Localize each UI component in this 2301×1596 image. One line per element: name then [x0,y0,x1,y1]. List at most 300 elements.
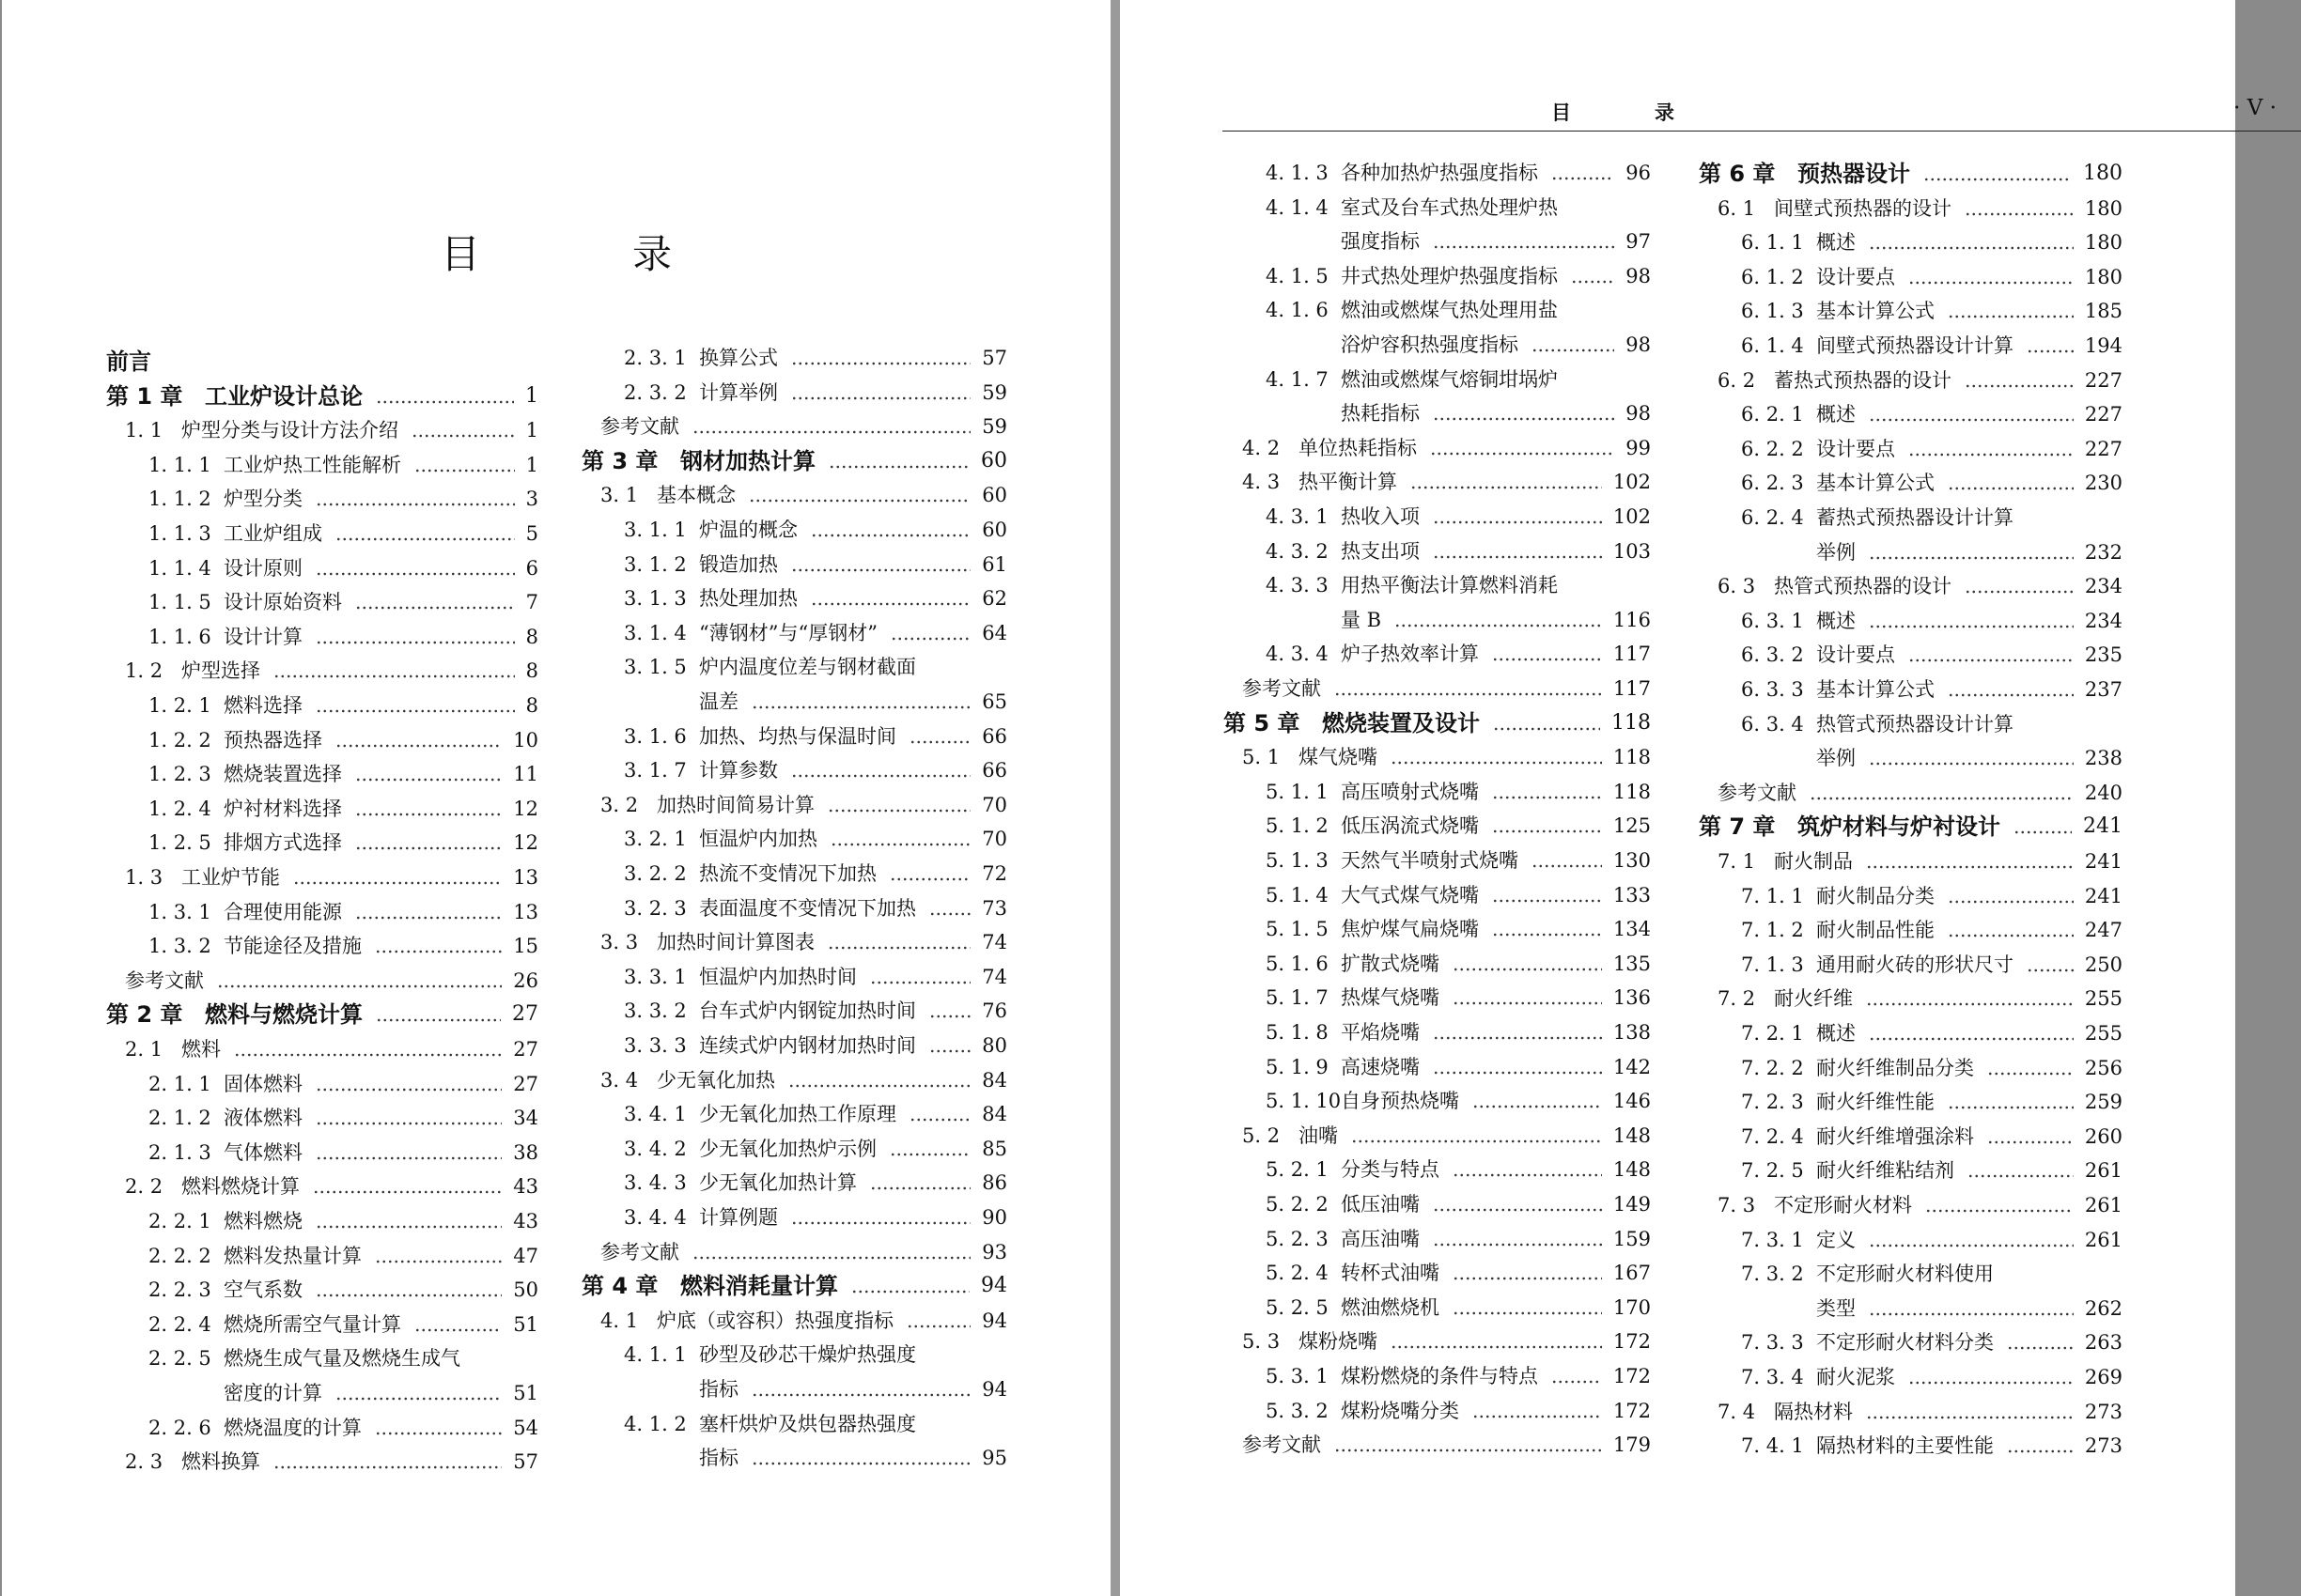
toc-chapter-row[interactable] [582,1270,1007,1302]
toc-entry-row[interactable] [1699,1189,2122,1221]
toc-page-number: 47 [513,1244,538,1267]
toc-entry-row[interactable] [582,617,1007,649]
toc-entry-row[interactable] [106,1240,538,1272]
dot-leader [1965,364,2074,396]
toc-page-number: 72 [982,862,1007,885]
toc-entry-row[interactable] [1223,1016,1651,1048]
toc-entry-row[interactable] [1223,913,1651,945]
toc-page-number: 43 [513,1210,538,1232]
toc-page-number: 255 [2084,1022,2122,1045]
toc-entry-row[interactable] [106,1342,538,1374]
toc-entry-row[interactable] [106,1446,538,1478]
toc-entry-row[interactable] [582,1064,1007,1096]
toc-entry-row[interactable] [582,1030,1007,1061]
toc-entry-title: 热流不变情况下加热 [699,862,877,885]
toc-entry-number: 7. 2. 2 [1741,1056,1804,1079]
dot-leader [1433,535,1602,567]
toc-entry-row[interactable] [582,514,1007,546]
toc-entry-row[interactable] [1699,1396,2122,1428]
toc-entry-row[interactable] [106,1377,538,1409]
toc-entry-row[interactable] [1223,741,1651,773]
toc-entry-row[interactable] [106,655,538,687]
dot-leader [1925,1189,2074,1221]
toc-entry-title: 燃油或燃煤气熔铜坩埚炉 [1341,367,1558,391]
toc-entry-number: 7. 4. 1 [1741,1434,1804,1458]
toc-entry-title: 炉型分类 [224,488,303,511]
toc-entry-row[interactable] [1699,1293,2122,1325]
toc-entry-row[interactable] [1223,1257,1651,1289]
toc-page-number: 12 [513,831,538,855]
toc-entry-row[interactable] [1223,1395,1651,1427]
toc-page-number: 76 [982,999,1007,1023]
toc-page-number: 1 [525,419,538,442]
toc-entry-number: 第 1 章 [106,382,183,410]
dot-leader [234,1033,502,1065]
toc-entry-row[interactable] [1223,1188,1651,1220]
toc-page-number: 1 [525,453,538,476]
toc-page-number: 38 [513,1140,538,1164]
toc-page-number: 263 [2084,1331,2122,1355]
toc-entry-row[interactable] [1699,193,2122,225]
toc-entry-row[interactable] [582,1167,1007,1199]
toc-entry-title: 基本计算公式 [1816,678,1935,701]
toc-entry-row[interactable] [1223,1154,1651,1185]
toc-entry-row[interactable] [1223,466,1651,498]
toc-entry-row[interactable] [1699,1430,2122,1462]
toc-entry-row[interactable] [582,823,1007,855]
dot-leader [1453,1257,1602,1289]
toc-entry-row[interactable] [1223,1085,1651,1117]
dot-leader [692,1236,971,1268]
toc-entry-row[interactable] [106,621,538,653]
toc-entry-title: 砂型及砂芯干燥炉热强度 [699,1343,916,1367]
toc-entry-title: 参考文献 [600,1240,679,1263]
toc-page-number: 148 [1612,1158,1651,1182]
dot-leader [375,1412,502,1444]
toc-entry-row[interactable] [106,1068,538,1100]
toc-references-row[interactable] [106,965,538,997]
toc-entry-row[interactable] [582,582,1007,614]
toc-entry-title: 单位热耗指标 [1298,436,1417,459]
toc-entry-row[interactable] [1699,295,2122,327]
toc-entry-row[interactable] [1699,639,2122,671]
toc-entry-title: 煤粉烧嘴 [1298,1330,1377,1354]
toc-entry-row[interactable] [1699,1258,2122,1290]
toc-entry-row[interactable] [106,449,538,481]
toc-entry-row[interactable] [582,754,1007,786]
toc-page-number: 74 [982,965,1007,988]
toc-entry-title: 焦炉煤气扁烧嘴 [1341,918,1479,941]
dot-leader [2027,330,2074,362]
toc-entry-row[interactable] [1699,330,2122,362]
toc-entry-row[interactable] [1699,536,2122,568]
toc-entry-title: 高压喷射式烧嘴 [1341,780,1479,803]
toc-entry-row[interactable] [1223,329,1651,361]
toc-page-number: 54 [513,1416,538,1439]
toc-page-number: 116 [1612,608,1651,631]
toc-page-number: 50 [513,1278,538,1302]
toc-entry-number: 4. 1 [600,1309,639,1332]
toc-entry-title: 通用耐火砖的形状尺寸 [1816,953,2013,976]
toc-page-number: 118 [1612,780,1651,803]
toc-entry-row[interactable] [1223,260,1651,292]
dot-leader [811,514,971,546]
toc-entry-row[interactable] [582,1133,1007,1165]
toc-entry-row[interactable] [582,549,1007,581]
toc-entry-title: 燃料换算 [181,1450,260,1474]
toc-entry-title: 基本概念 [657,484,736,507]
toc-entry-row[interactable] [106,861,538,893]
toc-entry-title: 燃料选择 [224,694,303,717]
toc-entry-row[interactable] [106,690,538,721]
toc-entry-row[interactable] [1699,261,2122,293]
toc-chapter-row[interactable] [106,346,538,378]
toc-entry-title: 煤气烧嘴 [1298,746,1377,769]
toc-entry-row[interactable] [106,586,538,618]
toc-entry-row[interactable] [1223,844,1651,876]
toc-entry-row[interactable] [106,793,538,825]
toc-entry-row[interactable] [1223,294,1651,326]
toc-entry-title: 间壁式预热器的设计 [1774,196,1951,220]
toc-page-number: 60 [981,448,1007,473]
toc-entry-row[interactable] [1223,982,1651,1014]
toc-entry-row[interactable] [1699,1326,2122,1358]
toc-entry-title: 蓄热式预热器的设计 [1774,368,1951,392]
toc-entry-number: 5. 3 [1242,1330,1281,1354]
toc-entry-number: 3. 1. 6 [624,724,687,748]
toc-entry-row[interactable] [1223,501,1651,533]
dot-leader [273,655,515,687]
toc-entry-row[interactable] [582,1201,1007,1233]
toc-page-number: 117 [1612,677,1651,700]
toc-references-row[interactable] [1699,777,2122,809]
toc-entry-title: 炉衬材料选择 [224,797,342,820]
toc-page-number: 238 [2084,747,2122,770]
toc-entry-row[interactable] [1699,1121,2122,1153]
toc-entry-row[interactable] [582,479,1007,511]
toc-references-row[interactable] [582,1236,1007,1268]
toc-entry-title: 隔热材料的主要性能 [1816,1434,1994,1458]
toc-entry-row[interactable] [1699,433,2122,465]
toc-entry-title: 基本计算公式 [1816,300,1935,323]
toc-entry-row[interactable] [1699,983,2122,1015]
toc-entry-row[interactable] [106,483,538,515]
toc-entry-row[interactable] [1223,1120,1651,1152]
toc-page-number: 84 [982,1068,1007,1092]
toc-entry-row[interactable] [582,651,1007,683]
toc-entry-title: 高速烧嘴 [1341,1055,1420,1078]
toc-entry-number: 3. 4. 1 [624,1103,687,1126]
toc-entry-row[interactable] [1223,1292,1651,1324]
toc-page-number: 59 [982,380,1007,404]
toc-entry-row[interactable] [1223,948,1651,980]
toc-entry-row[interactable] [582,892,1007,924]
dot-leader [1869,1017,2074,1049]
toc-entry-number: 3. 2. 3 [624,896,687,920]
toc-entry-title: 参考文献 [600,415,679,439]
toc-page-number: 241 [2084,850,2122,873]
toc-entry-row[interactable] [1699,1154,2122,1186]
toc-entry-row[interactable] [582,961,1007,993]
dot-leader [1965,193,2074,225]
toc-page-number: 273 [2084,1400,2122,1423]
toc-entry-number: 1. 2. 4 [148,797,211,820]
toc-page-number: 26 [513,968,538,992]
toc-entry-row[interactable] [1699,467,2122,499]
toc-chapter-row[interactable] [106,999,538,1030]
toc-entry-row[interactable] [1699,398,2122,430]
toc-entry-number: 5. 1. 1 [1266,780,1329,803]
toc-page-number: 102 [1612,471,1651,494]
toc-entry-number: 3. 3. 2 [624,999,687,1023]
dot-leader [1987,1121,2074,1153]
toc-page-number: 62 [982,587,1007,611]
toc-entry-title: 炉底（或容积）热强度指标 [657,1309,894,1332]
toc-entry-row[interactable] [1699,570,2122,602]
toc-entry-row[interactable] [1699,880,2122,912]
toc-entry-row[interactable] [1223,879,1651,911]
toc-entry-number: 2. 2 [125,1175,163,1199]
toc-entry-row[interactable] [582,926,1007,958]
toc-page-number: 6 [525,556,538,580]
toc-entry-number: 3. 3. 3 [624,1034,687,1057]
toc-entry-title: 类型 [1816,1296,1856,1320]
dot-leader [1908,433,2074,465]
toc-entry-row[interactable] [1223,1360,1651,1392]
toc-entry-row[interactable] [106,552,538,584]
dot-leader [1948,467,2074,499]
toc-entry-row[interactable] [1223,432,1651,464]
dot-leader [414,1309,502,1340]
toc-chapter-row[interactable] [1699,158,2122,190]
toc-entry-row[interactable] [1699,1086,2122,1118]
toc-entry-number: 3. 1. 3 [624,587,687,611]
toc-entry-row[interactable] [582,1373,1007,1405]
toc-entry-row[interactable] [582,1305,1007,1337]
dot-leader [1948,295,2074,327]
toc-entry-row[interactable] [1223,157,1651,189]
toc-entry-row[interactable] [1223,225,1651,257]
toc-entry-row[interactable] [106,827,538,859]
dot-leader [692,411,971,442]
toc-entry-row[interactable] [106,758,538,790]
toc-entry-number: 7. 1. 1 [1741,884,1804,907]
toc-entry-title: 耐火纤维增强涂料 [1816,1124,1974,1148]
toc-entry-row[interactable] [1223,1223,1651,1255]
toc-entry-title: 炉温的概念 [699,519,798,541]
toc-references-row[interactable] [1223,673,1651,705]
toc-entry-row[interactable] [1223,535,1651,567]
toc-page-number: 51 [513,1382,538,1404]
toc-entry-number: 1. 2. 5 [148,831,211,855]
toc-entry-row[interactable] [582,858,1007,890]
toc-entry-number: 7. 3. 1 [1741,1228,1804,1251]
toc-entry-title: 炉型选择 [181,659,260,683]
toc-entry-row[interactable] [1223,1051,1651,1083]
toc-chapter-row[interactable] [106,380,538,412]
toc-entry-number: 6. 2 [1718,368,1756,392]
toc-entry-row[interactable] [1223,192,1651,224]
toc-page-number: 135 [1612,952,1651,975]
toc-entry-number: 6. 1. 2 [1741,265,1804,288]
toc-entry-number: 6. 2. 4 [1741,506,1804,529]
dot-leader [1923,158,2072,190]
toc-entry-number: 3. 1. 4 [624,621,687,644]
toc-entry-row[interactable] [1223,397,1651,429]
toc-entry-row[interactable] [582,1442,1007,1474]
toc-entry-row[interactable] [1699,742,2122,774]
toc-entry-number: 7. 3. 2 [1741,1263,1804,1286]
toc-page-number: 269 [2084,1366,2122,1388]
dot-leader [910,1098,971,1130]
toc-entry-title: 燃料 [181,1038,221,1061]
toc-page-number: 61 [982,552,1007,576]
toc-entry-title: 表面温度不变情况下加热 [699,896,916,920]
toc-entry-row[interactable] [582,1098,1007,1130]
dot-leader [828,789,971,821]
dot-leader [1869,605,2074,637]
toc-entry-number: 4. 1. 4 [1266,195,1329,219]
toc-entry-title: 热耗指标 [1341,402,1420,426]
toc-entry-row[interactable] [582,1339,1007,1371]
toc-entry-title: 设计要点 [1816,643,1895,667]
toc-entry-row[interactable] [1699,1224,2122,1256]
toc-entry-row[interactable] [1223,364,1651,395]
toc-page-number: 227 [2084,403,2122,426]
toc-entry-number: 5. 1. 2 [1266,814,1329,838]
toc-entry-title: 燃烧温度的计算 [224,1416,362,1439]
toc-entry-row[interactable] [106,1309,538,1340]
toc-entry-number: 3. 3. 1 [624,965,687,988]
toc-references-row[interactable] [582,411,1007,442]
toc-entry-number: 4. 1. 3 [1266,162,1329,184]
dot-leader [1453,1154,1602,1185]
toc-page-number: 7 [525,591,538,614]
dot-leader [828,926,971,958]
toc-entry-row[interactable] [582,686,1007,718]
dot-leader [752,686,971,718]
toc-entry-row[interactable] [1699,1052,2122,1084]
toc-page-number: 172 [1612,1399,1651,1422]
toc-entry-row[interactable] [1699,1361,2122,1393]
toc-entry-title: 自身预热烧嘴 [1341,1090,1459,1113]
toc-entry-row[interactable] [106,724,538,756]
toc-page-number: 237 [2084,678,2122,701]
toc-page-number: 227 [2084,437,2122,460]
toc-entry-row[interactable] [582,789,1007,821]
toc-entry-row[interactable] [1699,364,2122,396]
toc-entry-title: 液体燃料 [224,1107,303,1130]
toc-entry-row[interactable] [1699,914,2122,946]
toc-entry-row[interactable] [1223,638,1651,670]
toc-chapter-row[interactable] [1223,707,1651,739]
toc-entry-row[interactable] [106,1205,538,1237]
toc-entry-row[interactable] [1699,674,2122,705]
dot-leader [2013,811,2072,843]
dot-leader [1531,844,1602,876]
toc-page-number: 241 [2084,884,2122,907]
toc-entry-number: 6. 3. 2 [1741,643,1804,667]
toc-entry-title: 隔热材料 [1774,1400,1853,1423]
toc-entry-row[interactable] [1223,569,1651,601]
toc-entry-row[interactable] [106,1170,538,1202]
toc-entry-row[interactable] [1699,1017,2122,1049]
dot-leader [1810,777,2074,809]
toc-entry-row[interactable] [1223,604,1651,636]
dot-leader [1433,225,1614,257]
toc-chapter-row[interactable] [582,445,1007,477]
toc-entry-row[interactable] [582,342,1007,374]
toc-entry-row[interactable] [1223,776,1651,808]
toc-entry-row[interactable] [106,896,538,928]
toc-entry-row[interactable] [1223,810,1651,842]
dot-leader [1472,1085,1602,1117]
toc-entry-number: 1. 1. 5 [148,591,211,614]
toc-entry-number: 3. 1. 7 [624,759,687,783]
toc-entry-title: 热收入项 [1341,505,1420,528]
toc-entry-row[interactable] [106,930,538,962]
toc-page-number: 66 [982,724,1007,748]
dot-leader [891,617,971,649]
toc-entry-number: 第 6 章 [1699,161,1776,187]
toc-page-left [2,0,1111,1596]
dot-leader [1948,914,2074,946]
toc-entry-row[interactable] [1699,949,2122,981]
toc-entry-row[interactable] [106,1274,538,1306]
toc-entry-title: 预热器选择 [224,728,322,752]
toc-entry-row[interactable] [1699,845,2122,877]
toc-entry-row[interactable] [1699,226,2122,258]
toc-entry-title: 热平衡计算 [1298,471,1397,494]
toc-entry-row[interactable] [1699,502,2122,534]
toc-entry-number: 6. 3. 1 [1741,609,1804,632]
toc-entry-row[interactable] [106,1412,538,1444]
dot-leader [791,1201,971,1233]
toc-page-number: 1 [525,383,538,408]
toc-entry-row[interactable] [582,995,1007,1027]
toc-entry-row[interactable] [106,414,538,446]
toc-page-number: 99 [1625,436,1651,459]
toc-entry-row[interactable] [582,377,1007,409]
toc-references-row[interactable] [1223,1429,1651,1461]
toc-entry-title: 换算公式 [699,347,778,369]
toc-page-number: 118 [1611,710,1651,735]
toc-entry-title: 锻造加热 [699,552,778,576]
toc-entry-row[interactable] [1223,1325,1651,1357]
toc-entry-number: 7. 2. 3 [1741,1091,1804,1114]
dot-leader [1391,741,1602,773]
dot-leader [1493,707,1600,739]
dot-leader [313,1170,502,1202]
toc-entry-number: 7. 2 [1718,987,1756,1011]
toc-entry-row[interactable] [106,518,538,550]
toc-entry-row[interactable] [106,1033,538,1065]
toc-entry-row[interactable] [106,1137,538,1169]
toc-entry-row[interactable] [1699,708,2122,740]
toc-entry-row[interactable] [582,721,1007,752]
toc-page-number: 65 [982,690,1007,713]
toc-entry-row[interactable] [582,1408,1007,1440]
toc-entry-number: 2. 1. 2 [148,1107,211,1130]
toc-entry-row[interactable] [106,1102,538,1134]
dot-leader [217,965,502,997]
toc-chapter-row[interactable] [1699,811,2122,843]
toc-entry-number: 2. 2. 3 [148,1278,211,1302]
toc-entry-title: 参考文献 [1718,781,1796,804]
toc-entry-title: 间壁式预热器设计计算 [1816,334,2013,357]
toc-entry-row[interactable] [1699,605,2122,637]
toc-entry-number: 5. 2 [1242,1123,1281,1147]
